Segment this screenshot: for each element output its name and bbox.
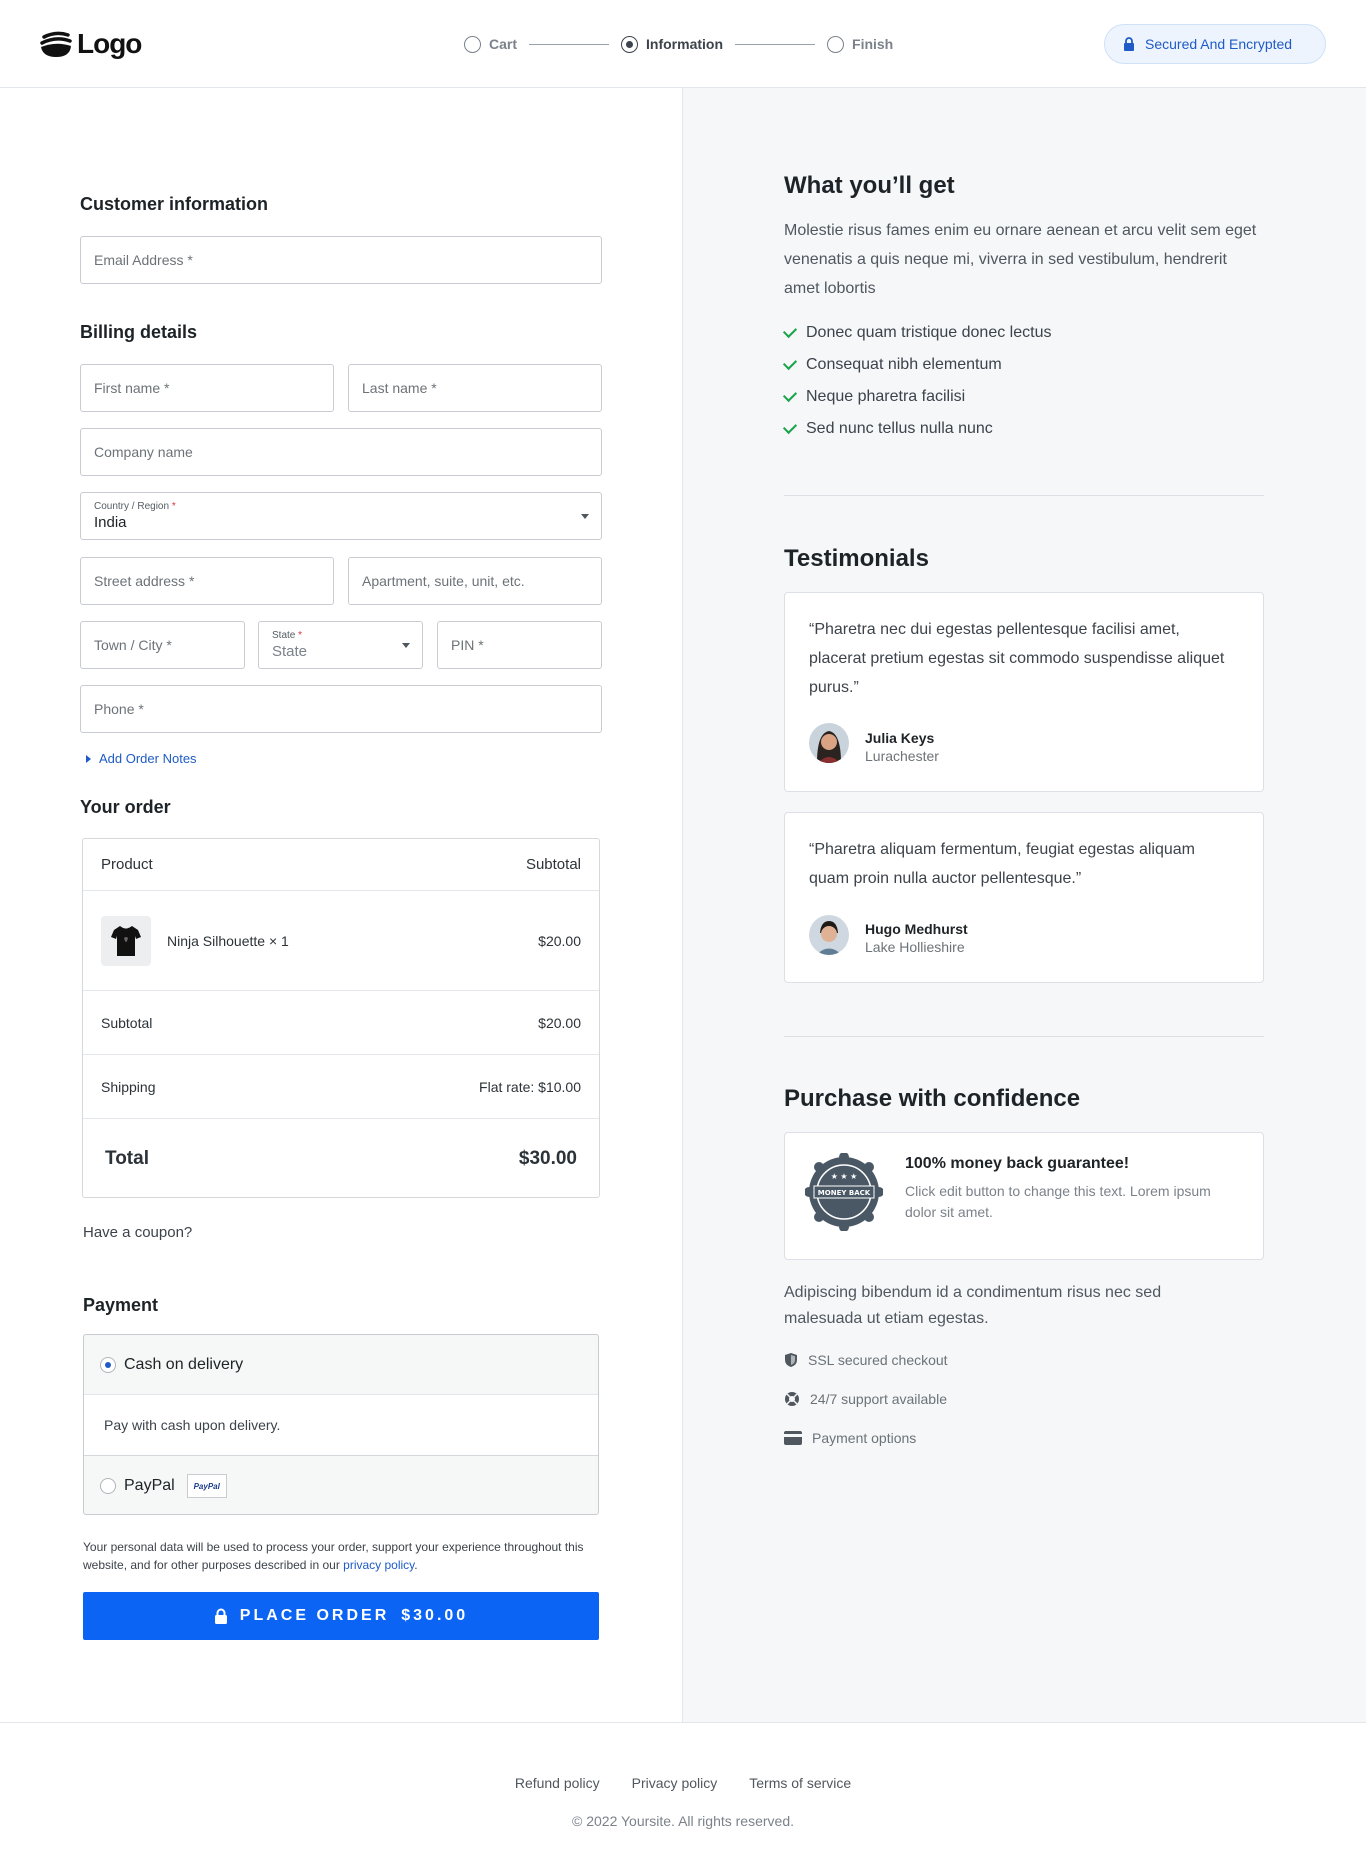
footer-link-refund[interactable]: Refund policy (514, 1775, 600, 1791)
feature-label: SSL secured checkout (808, 1352, 948, 1368)
feature-support (784, 1391, 947, 1407)
street-placeholder: Street address * (94, 573, 195, 589)
check-icon (783, 388, 797, 402)
testimonials-title: Testimonials (784, 545, 929, 572)
company-field[interactable] (80, 428, 602, 476)
benefits-title: What you’ll get (784, 172, 955, 199)
total-value: $30.00 (518, 1148, 577, 1169)
subtotal-row (83, 991, 599, 1055)
section-divider (784, 495, 1264, 496)
column-header-subtotal: Subtotal (525, 856, 581, 873)
seal-text: MONEY BACK (817, 1189, 871, 1197)
step-finish[interactable] (827, 36, 893, 53)
first-name-placeholder: First name * (94, 380, 170, 396)
column-header-product: Product (101, 856, 153, 873)
table-header-row (83, 839, 599, 891)
first-name-field[interactable] (80, 364, 334, 412)
site-header (0, 0, 1366, 88)
shipping-value: Flat rate: $10.00 (479, 1078, 581, 1095)
benefit-label: Consequat nibh elementum (806, 356, 1002, 373)
step-circle-icon (827, 36, 844, 53)
tshirt-icon (110, 924, 142, 958)
site-logo[interactable] (40, 28, 141, 60)
email-placeholder: Email Address * (94, 252, 193, 268)
shipping-label: Shipping (101, 1078, 156, 1095)
benefit-label: Neque pharetra facilisi (806, 388, 966, 405)
testimonial-card (784, 812, 1264, 983)
privacy-notice (83, 1538, 623, 1574)
section-divider (784, 1036, 1264, 1037)
support-icon (784, 1391, 800, 1407)
logo-icon (40, 29, 72, 59)
apartment-placeholder: Apartment, suite, unit, etc. (362, 573, 525, 589)
last-name-field[interactable] (348, 364, 602, 412)
site-footer (0, 1722, 1366, 1860)
subtotal-value: $20.00 (538, 1014, 581, 1031)
list-item (784, 388, 965, 406)
product-price: $20.00 (538, 932, 581, 949)
country-select[interactable] (80, 492, 602, 540)
privacy-text-end: . (414, 1558, 418, 1572)
step-label: Information (646, 36, 724, 52)
avatar (809, 723, 849, 763)
benefit-label: Donec quam tristique donec lectus (806, 324, 1052, 341)
lock-icon (214, 1608, 228, 1624)
copyright: © 2022 Yoursite. All rights reserved. (572, 1813, 794, 1829)
state-select[interactable] (258, 621, 423, 669)
testimonial-card (784, 592, 1264, 792)
product-thumbnail (101, 916, 151, 966)
dropdown-caret-icon (402, 643, 410, 648)
step-connector (735, 44, 815, 45)
list-item (784, 324, 1051, 342)
money-back-seal-icon (805, 1153, 883, 1231)
place-order-label: PLACE ORDER (239, 1607, 390, 1624)
place-order-amount: $30.00 (401, 1607, 469, 1624)
footer-link-terms[interactable]: Terms of service (749, 1775, 852, 1791)
subtotal-label: Subtotal (101, 1014, 153, 1031)
testimonial-name: Hugo Medhurst (865, 921, 968, 937)
feature-payment (784, 1430, 916, 1446)
customer-info-title: Customer information (80, 194, 269, 214)
order-summary-table (82, 838, 600, 1198)
company-placeholder: Company name (94, 444, 193, 460)
payment-option-cod[interactable] (84, 1335, 599, 1395)
place-order-button[interactable] (83, 1592, 599, 1640)
secure-label: Secured And Encrypted (1145, 36, 1293, 52)
shield-icon (784, 1352, 798, 1368)
list-item (784, 356, 1002, 374)
benefits-description: Molestie risus fames enim eu ornare aenean et arcu velit sem eget venenatis a quis neque mi, viverra in sed vestibulum, hendrerit amet lobortis (784, 222, 1257, 297)
state-value: State (272, 643, 308, 660)
payment-methods (83, 1334, 599, 1515)
privacy-policy-link[interactable]: privacy policy (343, 1558, 415, 1572)
benefit-label: Sed nunc tellus nulla nunc (806, 420, 993, 437)
total-label: Total (105, 1148, 149, 1169)
step-label: Finish (852, 36, 894, 52)
secure-badge (1104, 24, 1326, 64)
country-label: Country / Region * (94, 501, 176, 512)
expand-triangle-icon (86, 755, 91, 763)
svg-text:★ ★ ★: ★ ★ ★ (830, 1172, 858, 1181)
pin-field[interactable] (437, 621, 602, 669)
testimonial-quote: “Pharetra aliquam fermentum, feugiat egestas aliquam quam proin nulla auctor pellentesque.” (809, 841, 1195, 887)
list-item (784, 420, 993, 438)
check-icon (783, 420, 797, 434)
step-active-icon (621, 36, 638, 53)
feature-ssl (784, 1352, 948, 1368)
pin-placeholder: PIN * (451, 637, 484, 653)
cod-description (84, 1395, 599, 1456)
your-order-title: Your order (80, 797, 171, 817)
step-circle-icon (464, 36, 481, 53)
step-cart[interactable] (464, 36, 517, 53)
credit-card-icon (784, 1431, 802, 1445)
guarantee-card (784, 1132, 1264, 1260)
state-label: State * (272, 630, 303, 641)
country-value: India (94, 514, 127, 531)
footer-link-privacy[interactable]: Privacy policy (631, 1775, 718, 1791)
cod-description-text: Pay with cash upon delivery. (104, 1417, 281, 1433)
avatar (809, 915, 849, 955)
apartment-field[interactable] (348, 557, 602, 605)
testimonial-name: Julia Keys (865, 730, 935, 746)
radio-empty-icon (100, 1478, 116, 1494)
confidence-title: Purchase with confidence (784, 1085, 1081, 1112)
total-row (83, 1119, 599, 1199)
radio-selected-icon (100, 1357, 116, 1373)
lock-icon (1123, 37, 1135, 51)
shipping-row (83, 1055, 599, 1119)
last-name-placeholder: Last name * (362, 380, 437, 396)
testimonial-quote: “Pharetra nec dui egestas pellentesque facilisi amet, placerat pretium egestas sit commodo suspendisse aliquet purus.” (809, 621, 1225, 696)
feature-label: 24/7 support available (810, 1391, 947, 1407)
check-icon (783, 324, 797, 338)
order-notes-label: Add Order Notes (99, 751, 197, 766)
billing-title: Billing details (80, 322, 198, 342)
confidence-description: Adipiscing bibendum id a condimentum risus nec sed malesuada ut etiam egestas. (784, 1284, 1162, 1327)
logo-text: Logo (77, 28, 142, 59)
table-row (83, 891, 599, 991)
step-connector (529, 44, 609, 45)
feature-label: Payment options (812, 1430, 917, 1446)
phone-placeholder: Phone * (94, 701, 144, 717)
payment-option-paypal[interactable] (84, 1456, 599, 1515)
footer-links (0, 1775, 1366, 1791)
coupon-link[interactable]: Have a coupon? (83, 1224, 193, 1241)
testimonial-location: Lurachester (865, 748, 939, 764)
privacy-text: Your personal data will be used to process your order, support your experience throughout this website, and for other purposes described in our (83, 1540, 584, 1572)
paypal-logo: PayPal (187, 1474, 227, 1498)
testimonial-location: Lake Hollieshire (865, 939, 965, 955)
dropdown-caret-icon (581, 514, 589, 519)
street-field[interactable] (80, 557, 334, 605)
payment-title: Payment (83, 1295, 159, 1315)
check-icon (783, 356, 797, 370)
guarantee-title: 100% money back guarantee! (905, 1155, 1130, 1172)
paypal-label: PayPal (124, 1477, 175, 1494)
city-placeholder: Town / City * (94, 637, 172, 653)
add-order-notes-link[interactable] (86, 751, 197, 766)
city-field[interactable] (80, 621, 245, 669)
cod-label: Cash on delivery (124, 1355, 244, 1373)
guarantee-text: Click edit button to change this text. Lorem ipsum dolor sit amet. (905, 1183, 1211, 1220)
phone-field[interactable] (80, 685, 602, 733)
checkout-steps (464, 34, 893, 54)
email-field[interactable] (80, 236, 602, 284)
step-label: Cart (489, 36, 518, 52)
step-information[interactable] (621, 36, 723, 53)
product-name: Ninja Silhouette × 1 (167, 932, 289, 949)
